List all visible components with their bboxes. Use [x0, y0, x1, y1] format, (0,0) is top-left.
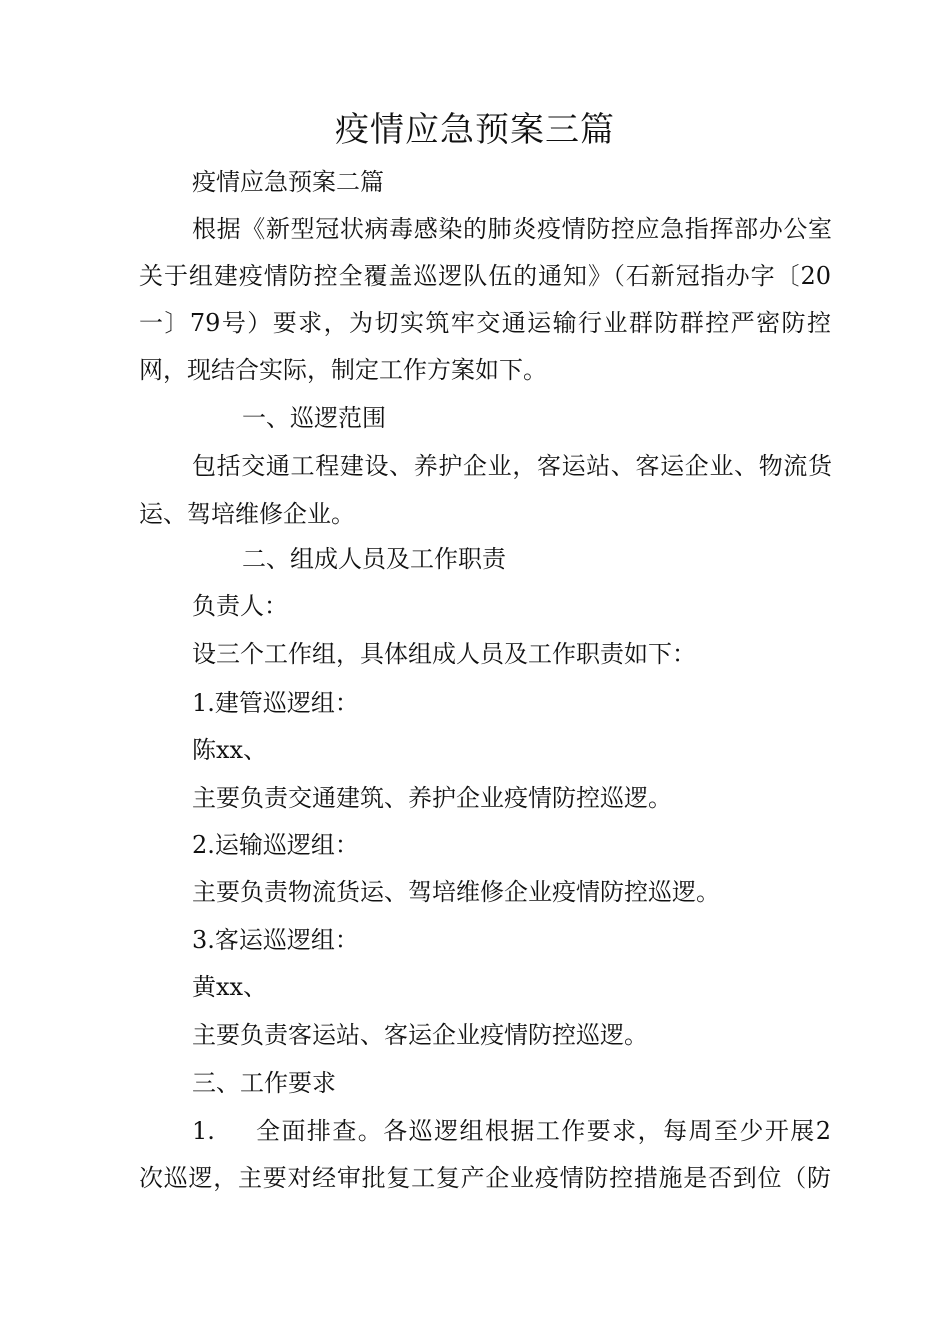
paragraph-line: 疫情应急预案二篇 — [192, 168, 384, 196]
document-title: 疫情应急预案三篇 — [335, 110, 615, 150]
paragraph-line: 包括交通工程建设、养护企业，客运站、客运企业、物流货 — [192, 452, 832, 480]
paragraph-line: 一〕79号）要求，为切实筑牢交通运输行业群防群控严密防控 — [139, 309, 831, 337]
paragraph-line: 次巡逻，主要对经审批复工复产企业疫情防控措施是否到位（防 — [139, 1164, 831, 1192]
paragraph-line: 网，现结合实际，制定工作方案如下。 — [139, 356, 547, 384]
section-heading: 一、巡逻范围 — [242, 404, 386, 432]
list-number: 1. — [192, 1117, 215, 1145]
paragraph-line: 黄xx、 — [192, 973, 268, 1001]
paragraph-line: 负责人： — [192, 592, 288, 620]
paragraph-line: 根据《新型冠状病毒感染的肺炎疫情防控应急指挥部办公室 — [192, 215, 832, 243]
section-heading: 二、组成人员及工作职责 — [242, 545, 506, 573]
paragraph-line: 主要负责交通建筑、养护企业疫情防控巡逻。 — [192, 784, 672, 812]
section-heading: 三、工作要求 — [192, 1069, 336, 1097]
list-item-heading: 3.客运巡逻组： — [192, 926, 359, 954]
list-item-heading: 2.运输巡逻组： — [192, 831, 359, 859]
paragraph-line: 主要负责客运站、客运企业疫情防控巡逻。 — [192, 1021, 648, 1049]
paragraph-line: 关于组建疫情防控全覆盖巡逻队伍的通知》（石新冠指办字〔20 — [139, 262, 831, 290]
paragraph-line: 全面排查。各巡逻组根据工作要求，每周至少开展2 — [256, 1117, 831, 1145]
paragraph-line: 设三个工作组，具体组成人员及工作职责如下： — [192, 640, 696, 668]
paragraph-line: 主要负责物流货运、驾培维修企业疫情防控巡逻。 — [192, 878, 720, 906]
list-item-heading: 1.建管巡逻组： — [192, 689, 359, 717]
paragraph-line: 运、驾培维修企业。 — [139, 500, 355, 528]
paragraph-line: 陈xx、 — [192, 736, 268, 764]
